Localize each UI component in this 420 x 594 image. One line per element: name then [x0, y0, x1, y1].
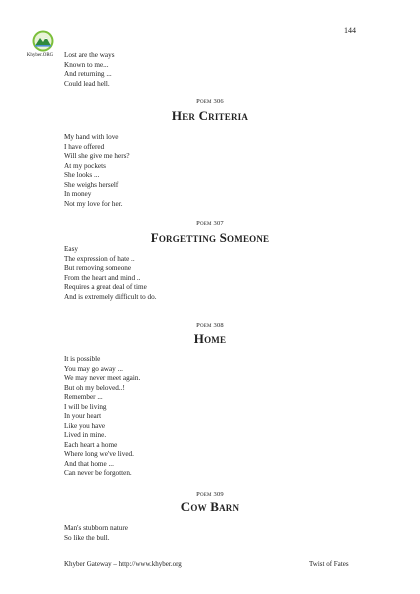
poem-body — [64, 355, 140, 479]
footer-book-title: Twist of Fates — [309, 560, 349, 568]
poem-line: And returning ... — [64, 70, 112, 78]
poem-line: Could lead hell. — [64, 79, 110, 88]
poem-line: Requires a great deal of time — [64, 283, 147, 291]
poem-title: Home — [193, 331, 227, 346]
poem-line: But oh my beloved..! — [64, 383, 125, 392]
poem-body — [64, 133, 130, 209]
footer-source-link[interactable]: Khyber Gateway – http://www.khyber.org — [64, 560, 182, 568]
poem-line: In your heart — [64, 412, 102, 420]
poem-title: Her Criteria — [171, 108, 249, 123]
poem-line: It is possible — [64, 355, 101, 363]
page-number: 144 — [344, 26, 356, 35]
poem-line: And is extremely difficult to do. — [64, 292, 157, 301]
poem-line: Can never be forgotten. — [64, 469, 132, 477]
poem-line: Lost are the ways — [64, 51, 115, 59]
poem-number: Poem 309 — [196, 491, 224, 498]
poem-line: We may never meet again. — [64, 374, 141, 382]
poem-line: In money — [64, 190, 92, 198]
poem-line: And that home ... — [64, 459, 114, 468]
poem-number: Poem 306 — [196, 98, 224, 105]
poem-line: She weighs herself — [64, 180, 119, 189]
poem-line: But removing someone — [64, 264, 132, 272]
poem-line: Like you have — [64, 421, 106, 430]
poem-line: Lived in mine. — [64, 431, 107, 439]
poem-line: From the heart and mind .. — [64, 273, 141, 282]
poem-body — [64, 524, 128, 543]
poem-line: So like the bull. — [64, 533, 110, 542]
khyber-logo — [26, 30, 60, 58]
poem-title: Forgetting Someone — [150, 230, 270, 245]
poem-line: Remember ... — [64, 393, 103, 401]
poem-line: My hand with love — [64, 133, 119, 141]
poem-line: At my pockets — [64, 161, 106, 170]
poem-number: Poem 307 — [196, 220, 224, 227]
poem-title: Cow Barn — [180, 499, 240, 514]
poem-number: Poem 308 — [196, 322, 224, 329]
poem-line: I will be living — [64, 402, 107, 411]
poem-body — [64, 245, 157, 302]
poem-line: She looks ... — [64, 171, 100, 179]
intro-stanza — [64, 51, 115, 89]
poem-line: Not my love for her. — [64, 199, 123, 208]
poem-line: Easy — [64, 245, 78, 253]
poem-line: I have offered — [64, 142, 105, 151]
poem-line: You may go away ... — [64, 364, 123, 373]
poem-line: The expression of hate .. — [64, 254, 135, 263]
logo-text: Khyber.ORG — [26, 53, 54, 58]
poem-line: Each heart a home — [64, 440, 118, 449]
poem-line: Known to me... — [64, 60, 109, 69]
mountain-logo-icon — [32, 30, 54, 52]
poem-line: Where long we've lived. — [64, 450, 134, 458]
poem-line: Will she give me hers? — [64, 152, 130, 160]
poem-line: Man's stubborn nature — [64, 524, 128, 532]
